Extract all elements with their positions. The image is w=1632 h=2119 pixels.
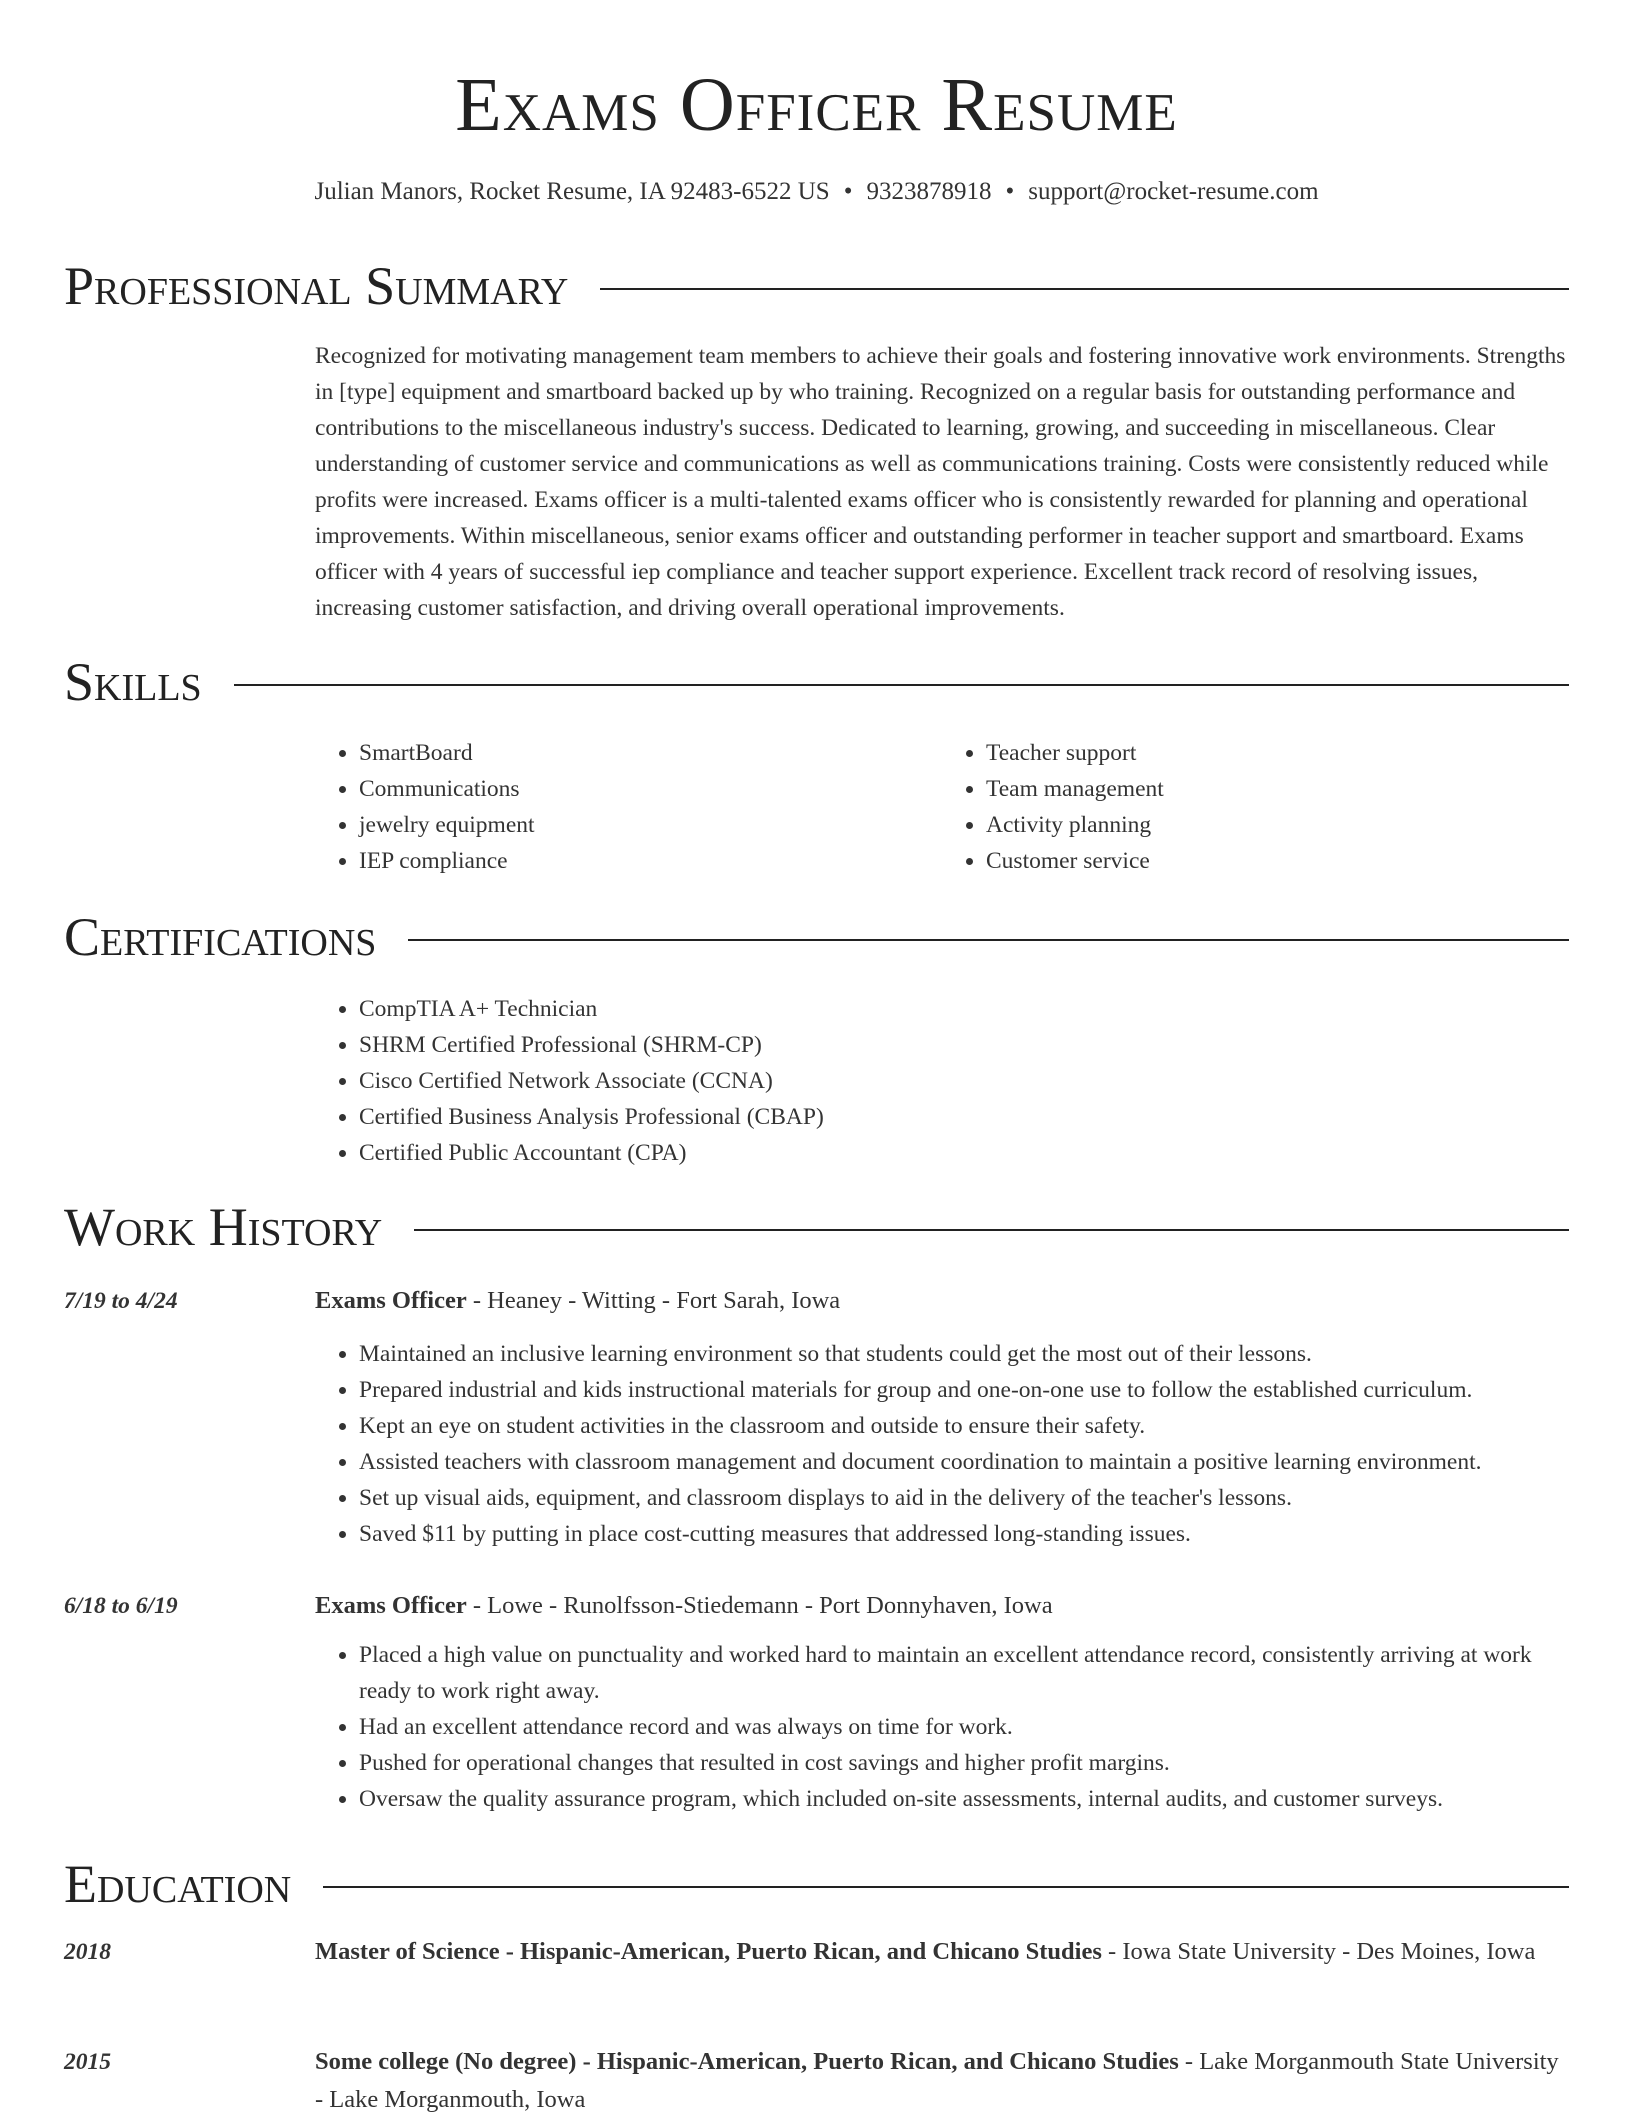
list-item: • Team management [986, 771, 1569, 807]
certifications-list [315, 991, 1569, 1171]
section-divider [234, 684, 1569, 686]
list-item: • Saved $11 by putting in place cost-cutting measures that addressed long-standing issues. [359, 1516, 1569, 1552]
skills-section-header [64, 650, 1569, 714]
contact-separator: • [843, 178, 853, 205]
list-item: • SmartBoard [359, 735, 942, 771]
job-title: Exams Officer [315, 1287, 467, 1314]
education-school: - Lake Morganmouth State University - Lake Morganmouth, Iowa [315, 2048, 1559, 2113]
section-divider [600, 288, 1569, 290]
contact-phone: 9323878918 [866, 178, 992, 205]
education-degree: Master of Science - Hispanic-American, Puerto Rican, and Chicano Studies [315, 1938, 1102, 1965]
list-item: • Placed a high value on punctuality and worked hard to maintain an excellent attendance record, consistently arriving at work ready to work right away. [359, 1637, 1569, 1709]
list-item: • Set up visual aids, equipment, and classroom displays to aid in the delivery of the teacher's lessons. [359, 1480, 1569, 1516]
list-item: • CompTIA A+ Technician [359, 991, 1569, 1027]
job-heading [315, 1587, 1569, 1625]
skills-heading: Skills [64, 652, 202, 712]
job-dates: 6/18 to 6/19 [64, 1593, 178, 1619]
list-item: • SHRM Certified Professional (SHRM-CP) [359, 1027, 1569, 1063]
list-item: • Prepared industrial and kids instructional materials for group and one-on-one use to follow the established curriculum. [359, 1372, 1569, 1408]
contact-email[interactable]: support@rocket-resume.com [1028, 178, 1319, 205]
education-year: 2018 [64, 1939, 111, 1965]
list-item: • Customer service [986, 843, 1569, 879]
list-item: • Cisco Certified Network Associate (CCNA) [359, 1063, 1569, 1099]
job-bullets [315, 1637, 1569, 1817]
section-divider [323, 1886, 1569, 1888]
summary-text: Recognized for motivating management team members to achieve their goals and fostering innovative work environments. Strengths in [type] equipment and smartboard backed up by who training. Recognized on a regular basis for outstanding performance and contributions to the miscellaneous industry's success. Dedicated to learning, growing, and succeeding in miscellaneous. Clear understanding of customer service and communications as well as communications training. Costs were consistently reduced while profits were increased. Exams officer is a multi-talented exams officer who is consistently rewarded for planning and operational improvements. Within miscellaneous, senior exams officer and outstanding performer in teacher support and smartboard. Exams officer with 4 years of successful iep compliance and teacher support experience. Excellent track record of resolving issues, increasing customer satisfaction, and driving overall operational improvements. [315, 343, 1566, 621]
education-degree: Some college (No degree) - Hispanic-American, Puerto Rican, and Chicano Studies [315, 2048, 1179, 2075]
certifications-heading: Certifications [64, 907, 377, 967]
certifications-section-header [64, 905, 1569, 969]
job-entry [315, 1282, 1569, 1552]
summary-section-header [64, 254, 1569, 318]
work-heading: Work History [64, 1197, 383, 1257]
education-entry [315, 2043, 1569, 2119]
list-item: • Oversaw the quality assurance program, which included on-site assessments, internal audits, and customer surveys. [359, 1781, 1569, 1817]
education-entry [315, 1933, 1569, 1971]
list-item: • IEP compliance [359, 843, 942, 879]
job-heading [315, 1282, 1569, 1320]
list-item: • Activity planning [986, 807, 1569, 843]
job-employer: - Lowe - Runolfsson-Stiedemann - Port Donnyhaven, Iowa [466, 1592, 1053, 1619]
contact-line [64, 175, 1569, 209]
section-divider [408, 939, 1569, 941]
work-section-header [64, 1195, 1569, 1259]
contact-separator: • [1005, 178, 1015, 205]
job-employer: - Heaney - Witting - Fort Sarah, Iowa [466, 1287, 841, 1314]
list-item: • Teacher support [986, 735, 1569, 771]
list-item: • Kept an eye on student activities in the classroom and outside to ensure their safety. [359, 1408, 1569, 1444]
section-divider [414, 1229, 1569, 1231]
list-item: • Certified Business Analysis Professional (CBAP) [359, 1099, 1569, 1135]
skills-column-right [942, 735, 1569, 879]
list-item: • Assisted teachers with classroom management and document coordination to maintain a positive learning environment. [359, 1444, 1569, 1480]
list-item: • Maintained an inclusive learning environment so that students could get the most out of their lessons. [359, 1336, 1569, 1372]
contact-address: Julian Manors, Rocket Resume, IA 92483-6522 US [314, 178, 830, 205]
list-item: • Had an excellent attendance record and was always on time for work. [359, 1709, 1569, 1745]
resume-title: Exams Officer Resume [455, 63, 1178, 147]
list-item: • jewelry equipment [359, 807, 942, 843]
job-dates: 7/19 to 4/24 [64, 1288, 178, 1314]
education-section-header [64, 1852, 1569, 1916]
list-item: • Certified Public Accountant (CPA) [359, 1135, 1569, 1171]
skills-list [315, 735, 1569, 879]
summary-heading: Professional Summary [64, 256, 569, 316]
job-title: Exams Officer [315, 1592, 467, 1619]
skills-column-left [315, 735, 942, 879]
job-entry [315, 1587, 1569, 1817]
list-item: • Pushed for operational changes that resulted in cost savings and higher profit margins. [359, 1745, 1569, 1781]
education-year: 2015 [64, 2049, 111, 2075]
education-heading: Education [64, 1854, 292, 1914]
education-school: - Iowa State University - Des Moines, Iowa [1101, 1938, 1536, 1965]
job-bullets [315, 1336, 1569, 1552]
list-item: • Communications [359, 771, 942, 807]
